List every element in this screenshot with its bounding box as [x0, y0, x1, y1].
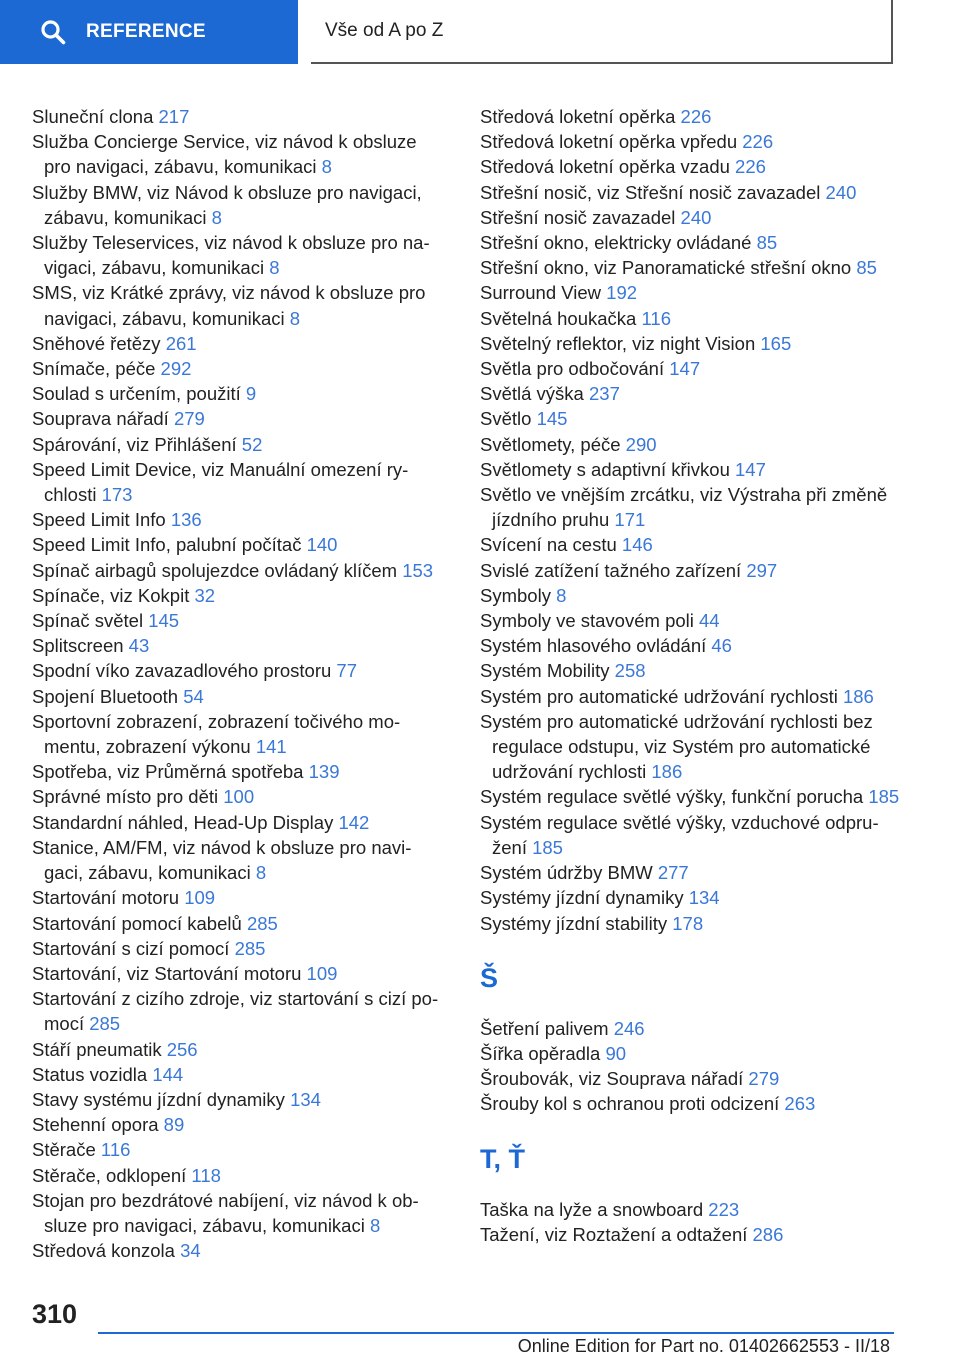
index-entry	[32, 507, 442, 532]
index-entry	[32, 936, 442, 961]
index-entry	[480, 280, 900, 305]
footer-divider	[98, 1332, 894, 1334]
index-entry-text: Startování s cizí pomocí	[32, 937, 230, 959]
index-entry-text: Spínač airbagů spolujezdce ovládaný klíčem	[32, 559, 398, 581]
index-entry	[32, 280, 442, 330]
index-entry	[32, 1188, 442, 1238]
index-entry	[480, 532, 900, 557]
index-entry	[480, 885, 900, 910]
reference-tab[interactable]	[0, 0, 298, 64]
index-entry-text: Tažení, viz Roztažení a odtažení	[480, 1223, 748, 1245]
page-reference-link[interactable]: 237	[589, 383, 620, 405]
index-entry-text: Splitscreen	[32, 635, 124, 657]
index-entry	[32, 709, 442, 759]
index-entry-text: Symboly ve stavovém poli	[480, 610, 694, 632]
index-entry	[480, 356, 900, 381]
page-reference-link[interactable]: 8	[269, 257, 280, 279]
page-reference-link[interactable]: 279	[748, 1068, 780, 1090]
page-reference-link[interactable]: 285	[234, 937, 266, 959]
index-entry-text: Šroubovák, viz Souprava nářadí	[480, 1068, 744, 1090]
index-entry	[480, 129, 900, 154]
index-entry-text: Spojení Bluetooth	[32, 685, 179, 707]
page-reference-link[interactable]: 277	[657, 862, 689, 884]
index-column-right	[480, 104, 900, 1247]
index-entry-text: Střešní okno, viz Panoramatické střešní okno	[480, 257, 852, 279]
page-reference-link[interactable]: 147	[735, 458, 766, 480]
index-entry-text: Startování motoru	[32, 887, 180, 909]
index-entry	[32, 356, 442, 381]
page-reference-link[interactable]: 8	[556, 584, 567, 606]
page-reference-link[interactable]: 54	[183, 685, 204, 707]
page-reference-link[interactable]: 44	[699, 610, 720, 632]
index-entry-text: Stanice, AM/FM, viz návod k obsluze pro navigaci, zábavu, komunikaci	[32, 836, 412, 884]
index-entry	[480, 482, 900, 532]
index-group-sh	[480, 1016, 900, 1117]
page-reference-link[interactable]: 256	[166, 1038, 198, 1060]
index-entry	[32, 1037, 442, 1062]
page-reference-link[interactable]: 52	[241, 433, 263, 455]
page-reference-link[interactable]: 147	[669, 358, 701, 380]
index-entry-text: Sportovní zobrazení, zobrazení točivého momentu, zobrazení výkonu	[32, 710, 401, 758]
index-group-s	[480, 104, 900, 936]
index-entry-text: Svícení na cestu	[480, 534, 617, 556]
index-entry	[32, 759, 442, 784]
index-entry	[480, 860, 900, 885]
page-reference-link[interactable]: 46	[711, 635, 732, 657]
index-entry	[480, 457, 900, 482]
index-entry-text: Služby BMW, viz Návod k obsluze pro navigaci, zábavu, komunikaci	[32, 181, 422, 228]
index-entry-text: Status vozidla	[32, 1063, 148, 1085]
page-number: 310	[32, 1299, 78, 1329]
index-entry	[32, 230, 442, 280]
page-reference-link[interactable]: 116	[641, 307, 671, 329]
reference-label: REFERENCE	[86, 21, 206, 42]
index-entry	[32, 885, 442, 910]
index-entry	[480, 583, 900, 608]
index-entry-text: Spínače, viz Kokpit	[32, 584, 190, 606]
page-reference-link[interactable]: 240	[680, 206, 712, 228]
index-entry	[480, 709, 900, 785]
page-reference-link[interactable]: 116	[100, 1139, 131, 1161]
page-header	[0, 0, 960, 66]
index-entry	[480, 1091, 900, 1116]
index-entry-text: Světelná houkačka	[480, 307, 637, 329]
index-entry-text: Světlomety, péče	[480, 433, 621, 455]
index-entry-text: Systém pro automatické udržování rychlosti	[480, 685, 838, 707]
page-reference-link[interactable]: 153	[402, 559, 434, 581]
index-entry-text: Středová loketní opěrka vpředu	[480, 131, 738, 153]
index-entry	[32, 432, 442, 457]
index-entry	[32, 180, 442, 230]
page-reference-link[interactable]: 165	[760, 332, 792, 354]
index-entry-text: Systém regulace světlé výšky, vzduchové odpružení	[480, 811, 879, 858]
index-entry-text: SMS, viz Krátké zprávy, viz návod k obsluze pro navigaci, zábavu, komunikaci	[32, 282, 426, 329]
page-reference-link[interactable]: 240	[825, 181, 857, 203]
page-reference-link[interactable]: 297	[746, 559, 778, 581]
section-title: Vše od A po Z	[325, 20, 444, 41]
page-reference-link[interactable]: 173	[101, 484, 133, 506]
index-entry	[480, 154, 900, 179]
index-entry-text: Spárování, viz Přihlášení	[32, 433, 237, 455]
page-reference-link[interactable]: 8	[289, 307, 301, 329]
index-entry-text: Svislé zatížení tažného zařízení	[480, 559, 742, 581]
index-entry	[32, 810, 442, 835]
index-entry	[32, 1062, 442, 1087]
page-reference-link[interactable]: 286	[752, 1223, 784, 1245]
index-entry-text: Systém Mobility	[480, 660, 610, 682]
edition-info: Online Edition for Part no. 01402662553 - II/18	[517, 1336, 890, 1356]
index-entry	[32, 684, 442, 709]
index-entry-text: Stáří pneumatik	[32, 1038, 162, 1060]
index-entry	[32, 1112, 442, 1137]
index-entry	[480, 406, 900, 431]
page-reference-link[interactable]: 134	[688, 887, 720, 909]
index-entry-text: Taška na lyže a snowboard	[480, 1198, 704, 1220]
index-entry	[32, 532, 442, 557]
index-group-t	[480, 1197, 900, 1247]
page-reference-link[interactable]: 109	[184, 887, 216, 909]
index-entry-text: Střešní nosič, viz Střešní nosič zavazadel	[480, 181, 821, 203]
index-entry	[480, 784, 900, 809]
index-entry	[32, 583, 442, 608]
index-entry	[32, 457, 442, 507]
index-entry-text: Speed Limit Info	[32, 509, 166, 531]
section-title-tab	[311, 0, 893, 64]
index-entry-text: Systémy jízdní stability	[480, 912, 668, 934]
index-entry-text: Světla pro odbočování	[480, 358, 665, 380]
index-entry	[480, 558, 900, 583]
index-entry-text: Snímače, péče	[32, 358, 156, 380]
page-reference-link[interactable]: 146	[621, 534, 653, 556]
index-entry	[480, 633, 900, 658]
index-entry	[32, 558, 442, 583]
index-entry	[480, 255, 900, 280]
page-reference-link[interactable]: 145	[536, 408, 568, 430]
index-entry	[480, 1222, 900, 1247]
index-entry	[480, 1016, 900, 1041]
index-entry-text: Světelný reflektor, viz night Vision	[480, 332, 756, 354]
page-reference-link[interactable]: 285	[246, 912, 278, 934]
page-reference-link[interactable]: 185	[532, 836, 563, 858]
page-reference-link[interactable]: 226	[742, 131, 774, 153]
search-icon	[40, 19, 66, 45]
section-letter-t: T, Ť	[480, 1143, 525, 1174]
page-reference-link[interactable]: 136	[170, 509, 202, 531]
page-reference-link[interactable]: 186	[842, 685, 874, 707]
index-entry-text: Spotřeba, viz Průměrná spotřeba	[32, 761, 304, 783]
index-entry-text: Služba Concierge Service, viz návod k obsluze pro navigaci, zábavu, komunikaci	[32, 131, 417, 178]
page-reference-link[interactable]: 134	[290, 1088, 321, 1110]
index-entry	[480, 331, 900, 356]
index-entry-text: Speed Limit Device, viz Manuální omezení rychlosti	[32, 458, 409, 506]
page-reference-link[interactable]: 178	[672, 912, 704, 934]
index-entry	[480, 180, 900, 205]
index-entry-text: Střešní nosič zavazadel	[480, 206, 676, 228]
index-entry-text: Světlo ve vnějším zrcátku, viz Výstraha při změně jízdního pruhu	[480, 484, 888, 531]
index-entry	[480, 810, 900, 860]
index-column-left	[32, 104, 442, 1263]
index-entry-text: Šetření palivem	[480, 1017, 609, 1039]
page-reference-link[interactable]: 77	[336, 660, 357, 682]
index-entry-text: Sluneční clona	[32, 106, 154, 127]
page-reference-link[interactable]: 246	[613, 1017, 645, 1039]
index-entry	[32, 104, 442, 129]
index-entry-text: Stěrače	[32, 1139, 96, 1161]
index-entry-text: Standardní náhled, Head-Up Display	[32, 811, 334, 833]
index-entry-text: Správné místo pro děti	[32, 786, 219, 808]
index-entry-text: Středová loketní opěrka	[480, 106, 676, 127]
index-entry-text: Soulad s určením, použití	[32, 383, 241, 405]
index-entry-text: Světlo	[480, 408, 532, 430]
section-letter-sh: Š	[480, 962, 499, 993]
page-reference-link[interactable]: 223	[708, 1198, 740, 1220]
index-entry-text: Středová loketní opěrka vzadu	[480, 156, 730, 178]
page-reference-link[interactable]: 8	[369, 1214, 381, 1236]
page-reference-link[interactable]: 9	[245, 383, 257, 405]
index-entry	[480, 230, 900, 255]
page-reference-link[interactable]: 185	[868, 786, 900, 808]
index-entry	[480, 1197, 900, 1222]
index-entry	[480, 1066, 900, 1091]
index-entry	[480, 608, 900, 633]
page-reference-link[interactable]: 89	[163, 1114, 185, 1136]
page-reference-link[interactable]: 217	[158, 106, 190, 127]
page-reference-link[interactable]: 279	[173, 408, 205, 430]
page-reference-link[interactable]: 85	[756, 232, 778, 254]
index-entry	[480, 205, 900, 230]
index-entry-text: Souprava nářadí	[32, 408, 169, 430]
index-entry	[32, 1238, 442, 1263]
page-reference-link[interactable]: 192	[606, 282, 638, 304]
index-entry	[32, 406, 442, 431]
index-entry	[480, 1041, 900, 1066]
index-entry-text: Služby Teleservices, viz návod k obsluze pro navigaci, zábavu, komunikaci	[32, 232, 430, 279]
page-reference-link[interactable]: 226	[680, 106, 712, 127]
index-entry	[32, 1163, 442, 1188]
index-entry-text: Systém regulace světlé výšky, funkční porucha	[480, 786, 864, 808]
index-entry-text: Spínač světel	[32, 610, 144, 632]
page-reference-link[interactable]: 140	[306, 534, 338, 556]
index-entry-text: Speed Limit Info, palubní počítač	[32, 534, 302, 556]
index-entry-text: Šířka opěradla	[480, 1042, 601, 1064]
page-reference-link[interactable]: 118	[191, 1164, 221, 1186]
index-entry	[32, 1137, 442, 1162]
page-reference-link[interactable]: 100	[223, 786, 255, 808]
index-entry-text: Systém hlasového ovládání	[480, 635, 707, 657]
index-entry-text: Stavy systému jízdní dynamiky	[32, 1088, 285, 1110]
index-entry	[32, 608, 442, 633]
index-entry	[480, 381, 900, 406]
page-reference-link[interactable]: 90	[605, 1042, 627, 1064]
index-entry	[480, 306, 900, 331]
page-reference-link[interactable]: 171	[614, 509, 646, 531]
page-reference-link[interactable]: 141	[255, 736, 287, 758]
page-reference-link[interactable]: 290	[625, 433, 657, 455]
index-entry	[32, 1087, 442, 1112]
page-reference-link[interactable]: 292	[160, 358, 192, 380]
index-entry	[480, 432, 900, 457]
page-reference-link[interactable]: 258	[614, 660, 646, 682]
index-entry	[32, 961, 442, 986]
index-entry-text: Startování z cizího zdroje, viz startování s cizí pomocí	[32, 988, 439, 1035]
page-reference-link[interactable]: 226	[735, 156, 766, 178]
page-reference-link[interactable]: 144	[152, 1063, 184, 1085]
index-entry-text: Střešní okno, elektricky ovládané	[480, 232, 752, 254]
page-reference-link[interactable]: 186	[651, 761, 683, 783]
index-entry	[32, 331, 442, 356]
page-reference-link[interactable]: 285	[89, 1013, 121, 1035]
index-entry	[480, 684, 900, 709]
index-entry-text: Světlá výška	[480, 383, 584, 405]
page-reference-link[interactable]: 263	[784, 1093, 816, 1115]
page-reference-link[interactable]: 139	[308, 761, 340, 783]
index-entry-text: Systémy jízdní dynamiky	[480, 887, 684, 909]
page-reference-link[interactable]: 109	[306, 962, 338, 984]
index-entry-text: Stojan pro bezdrátové nabíjení, viz návod k obsluze pro navigaci, zábavu, komunikaci	[32, 1189, 419, 1236]
index-entry-text: Startování, viz Startování motoru	[32, 962, 302, 984]
index-entry-text: Systém údržby BMW	[480, 862, 653, 884]
index-entry	[480, 658, 900, 683]
page-reference-link[interactable]: 8	[321, 156, 332, 178]
page-reference-link[interactable]: 85	[856, 257, 877, 279]
index-entry-text: Startování pomocí kabelů	[32, 912, 242, 934]
index-entry-text: Symboly	[480, 584, 551, 606]
page-reference-link[interactable]: 261	[165, 332, 197, 354]
index-entry-text: Středová konzola	[32, 1240, 175, 1262]
index-entry	[32, 835, 442, 885]
page-reference-link[interactable]: 8	[211, 206, 222, 228]
index-entry	[32, 381, 442, 406]
index-entry-text: Sněhové řetězy	[32, 332, 161, 354]
index-entry-text: Systém pro automatické udržování rychlosti bez regulace odstupu, viz Systém pro automatické udržování rychlosti	[480, 710, 873, 783]
index-entry	[480, 911, 900, 936]
index-entry	[32, 911, 442, 936]
index-entry-text: Stěrače, odklopení	[32, 1164, 187, 1186]
index-entry-text: Spodní víko zavazadlového prostoru	[32, 660, 332, 682]
page-reference-link[interactable]: 8	[255, 862, 267, 884]
page-reference-link[interactable]: 32	[194, 584, 216, 606]
index-entry-text: Světlomety s adaptivní křivkou	[480, 458, 730, 480]
index-entry	[480, 104, 900, 129]
index-entry	[32, 633, 442, 658]
index-entry	[32, 658, 442, 683]
index-entry	[32, 784, 442, 809]
index-entry-text: Stehenní opora	[32, 1114, 159, 1136]
page-reference-link[interactable]: 142	[338, 811, 370, 833]
index-entry	[32, 129, 442, 179]
page-reference-link[interactable]: 43	[128, 635, 150, 657]
page-reference-link[interactable]: 145	[148, 610, 180, 632]
page-reference-link[interactable]: 34	[180, 1240, 201, 1262]
index-entry	[32, 986, 442, 1036]
index-entry-text: Šrouby kol s ochranou proti odcizení	[480, 1093, 780, 1115]
index-entry-text: Surround View	[480, 282, 602, 304]
